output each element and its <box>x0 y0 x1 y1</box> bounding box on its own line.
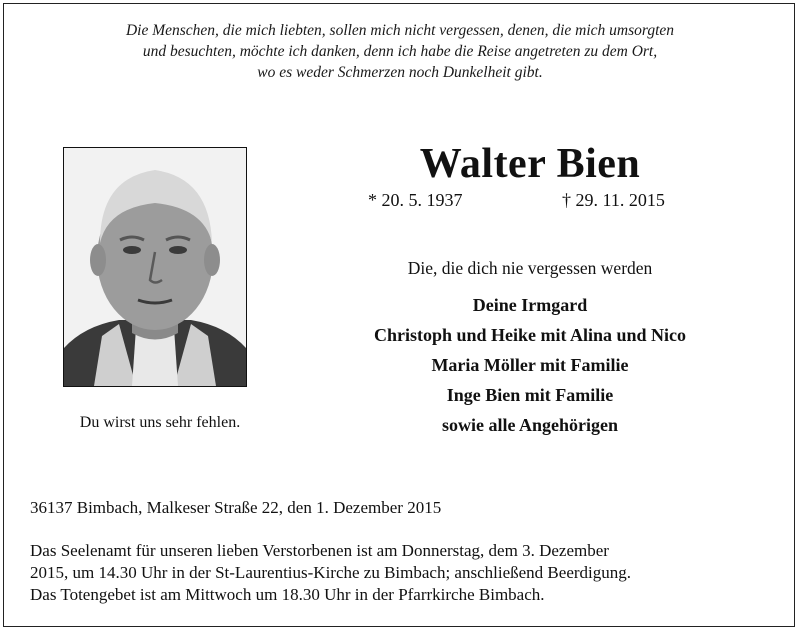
portrait-illustration <box>64 148 246 386</box>
portrait-photo <box>63 147 247 387</box>
mourner-entry: Deine Irmgard <box>472 295 588 315</box>
notice-line: Das Totengebet ist am Mittwoch um 18.30 Uhr in der Pfarrkirche Bimbach. <box>30 585 545 604</box>
service-notice <box>30 540 780 606</box>
quote-line: und besuchten, möchte ich danken, denn ich habe die Reise angetreten zu dem Ort, <box>142 43 658 60</box>
quote-line: wo es weder Schmerzen noch Dunkelheit gibt. <box>257 64 543 81</box>
memorial-quote <box>0 20 800 83</box>
mourners-intro: Die, die dich nie vergessen werden <box>407 258 653 278</box>
quote-line: Die Menschen, die mich liebten, sollen mich nicht vergessen, denen, die mich umsorgten <box>125 22 675 39</box>
deceased-name: Walter Bien <box>419 141 641 187</box>
death-date: † 29. 11. 2015 <box>562 190 665 210</box>
mourner-entry: sowie alle Angehörigen <box>442 415 618 435</box>
birth-date: * 20. 5. 1937 <box>368 190 463 210</box>
address-date-line: 36137 Bimbach, Malkeser Straße 22, den 1. Dezember 2015 <box>30 498 442 517</box>
notice-line: Das Seelenamt für unseren lieben Verstorbenen ist am Donnerstag, dem 3. Dezember <box>30 541 609 560</box>
photo-caption: Du wirst uns sehr fehlen. <box>79 414 241 431</box>
mourner-entry: Maria Möller mit Familie <box>431 355 629 375</box>
mourner-entry: Inge Bien mit Familie <box>446 385 614 405</box>
mourner-entry: Christoph und Heike mit Alina und Nico <box>373 325 687 345</box>
mourners-list <box>290 290 770 440</box>
notice-line: 2015, um 14.30 Uhr in der St-Laurentius-Kirche zu Bimbach; anschließend Beerdigung. <box>30 563 631 582</box>
